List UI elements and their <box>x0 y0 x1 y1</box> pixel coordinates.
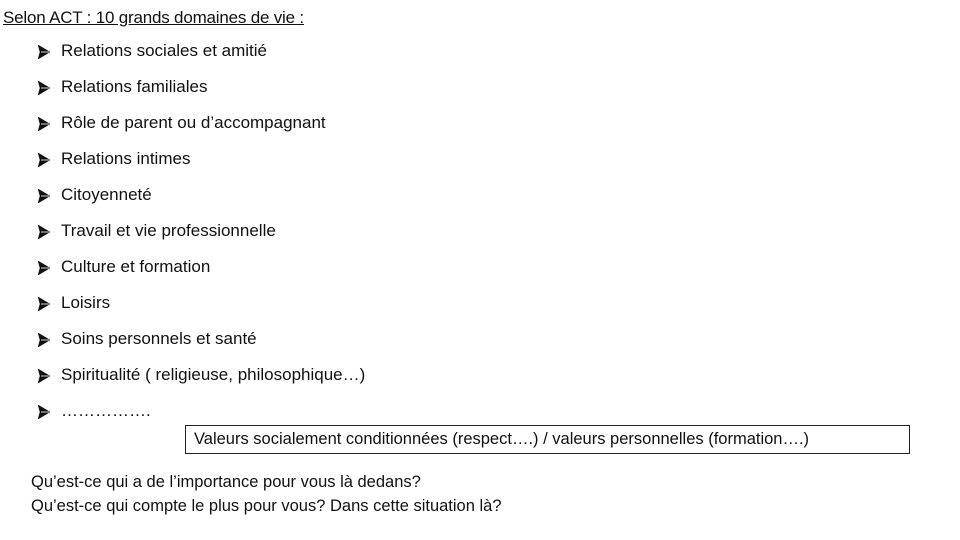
list-item <box>38 213 365 249</box>
list-item <box>38 393 365 429</box>
arrowhead-bullet-icon <box>38 117 50 131</box>
arrowhead-bullet-icon <box>38 261 50 275</box>
arrowhead-bullet-icon <box>38 189 50 203</box>
domain-label: Relations familiales <box>61 77 208 96</box>
list-item <box>38 177 365 213</box>
life-domains-list <box>38 40 365 436</box>
list-item <box>38 321 365 357</box>
list-item <box>38 285 365 321</box>
list-item <box>38 105 365 141</box>
list-item <box>38 33 365 69</box>
arrowhead-bullet-icon <box>38 369 50 383</box>
question-line: Qu’est-ce qui compte le plus pour vous? Dans cette situation là? <box>31 496 502 515</box>
arrowhead-bullet-icon <box>38 81 50 95</box>
question-line: Qu’est-ce qui a de l’importance pour vous là dedans? <box>31 473 421 491</box>
domain-label: Relations sociales et amitié <box>61 41 267 60</box>
domain-label: Culture et formation <box>61 257 211 276</box>
arrowhead-bullet-icon <box>38 225 50 239</box>
arrowhead-bullet-icon <box>38 297 50 311</box>
domain-label: Rôle de parent ou d’accompagnant <box>61 113 326 132</box>
arrowhead-bullet-icon <box>38 153 50 167</box>
list-item <box>38 357 365 393</box>
questions-block <box>31 471 502 518</box>
arrowhead-bullet-icon <box>38 405 50 419</box>
domain-label: Citoyenneté <box>61 185 152 204</box>
domain-label: Relations intimes <box>61 149 191 168</box>
arrowhead-bullet-icon <box>38 45 50 59</box>
arrowhead-bullet-icon <box>38 333 50 347</box>
domain-label: ……………. <box>61 401 151 420</box>
list-item <box>38 69 365 105</box>
values-text-box: Valeurs socialement conditionnées (respect….) / valeurs personnelles (formation….) <box>185 425 910 454</box>
list-item <box>38 249 365 285</box>
domain-label: Travail et vie professionnelle <box>61 221 276 240</box>
page-title: Selon ACT : 10 grands domaines de vie : <box>3 8 304 27</box>
domain-label: Loisirs <box>61 293 111 312</box>
domain-label: Spiritualité ( religieuse, philosophique…) <box>61 365 366 384</box>
list-item <box>38 141 365 177</box>
domain-label: Soins personnels et santé <box>61 329 257 348</box>
